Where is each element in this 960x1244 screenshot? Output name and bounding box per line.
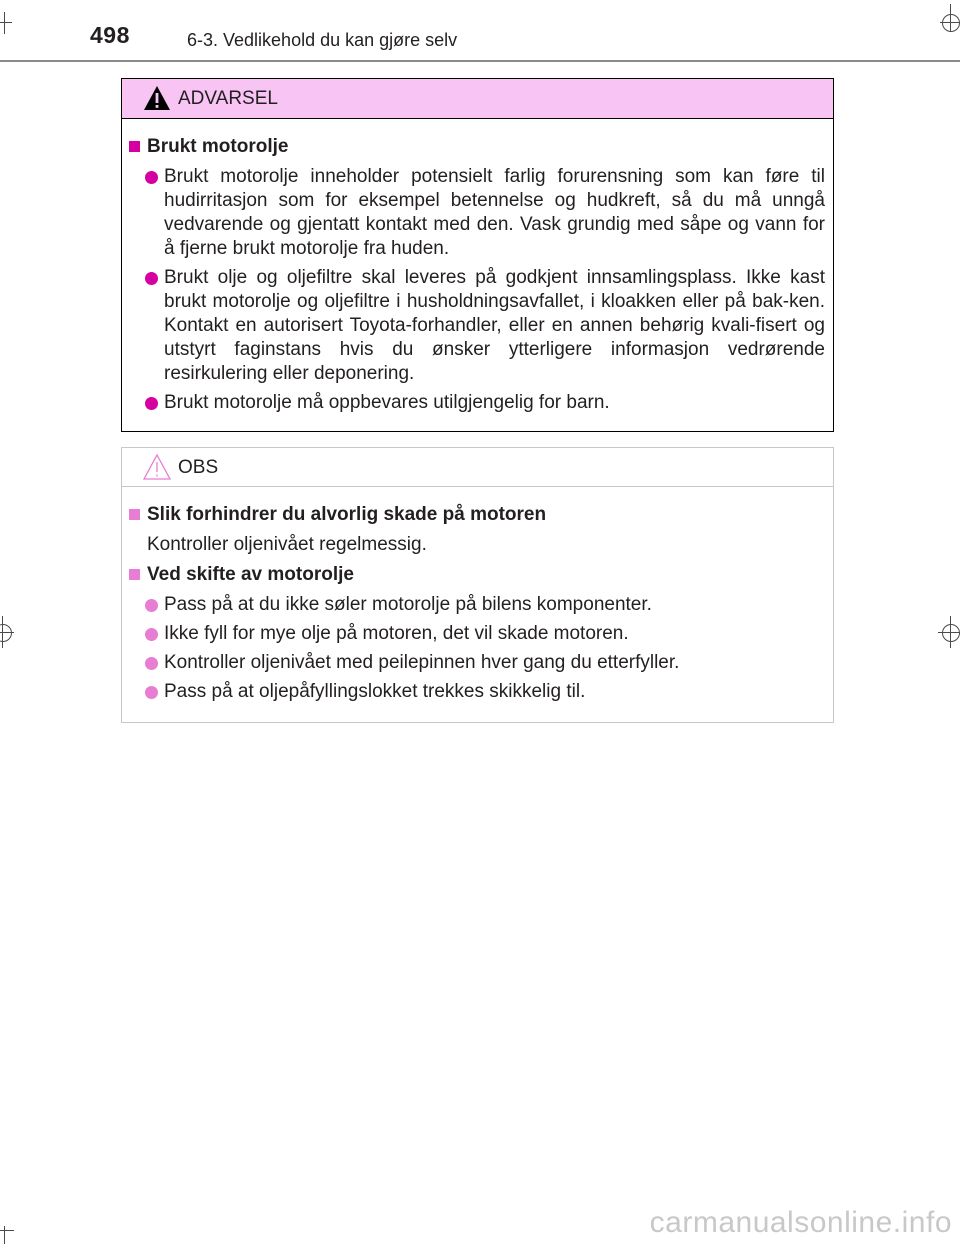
notice-heading: [129, 563, 825, 587]
round-bullet-icon: [145, 628, 158, 641]
warning-body: [122, 119, 833, 415]
round-bullet-icon: [145, 171, 158, 184]
section-title: 6-3. Vedlikehold du kan gjøre selv: [187, 30, 458, 50]
header-rule: [0, 60, 960, 62]
round-bullet-icon: [145, 686, 158, 699]
notice-item: [129, 680, 825, 704]
notice-box: [121, 447, 834, 723]
round-bullet-icon: [145, 397, 158, 410]
round-bullet-icon: [145, 272, 158, 285]
round-bullet-icon: [145, 657, 158, 670]
warning-item-text: Brukt motorolje må oppbevares utilgjengelig for barn.: [164, 392, 610, 413]
notice-item-text: Kontroller oljenivået med peilepinnen hver gang du etterfyller.: [164, 652, 680, 673]
notice-item-text: Ikke fyll for mye olje på motoren, det vil skade motoren.: [164, 623, 629, 644]
notice-label: OBS: [178, 457, 219, 478]
warning-item-text: Brukt motorolje inneholder potensielt farlig forurensning som kan føre til hudirritasjon som for eksempel betennelse og hudkreft, så du må unngå vedvarende og gjentatt kontakt med den. Vask grundig med såpe og vann for å fjerne brukt motorolje fra huden.: [164, 166, 825, 259]
warning-item: [129, 266, 825, 386]
notice-item: [129, 622, 825, 646]
notice-item-text: Pass på at oljepåfyllingslokket trekkes skikkelig til.: [164, 681, 586, 702]
notice-item-text: Pass på at du ikke søler motorolje på bilens komponenter.: [164, 594, 652, 615]
notice-heading: [129, 503, 825, 527]
square-bullet-icon: [129, 141, 140, 152]
notice-heading-text: Slik forhindrer du alvorlig skade på motoren: [147, 504, 547, 525]
page-number: 498: [90, 22, 130, 48]
warning-box: [121, 78, 834, 432]
warning-label: ADVARSEL: [178, 88, 278, 109]
square-bullet-icon: [129, 509, 140, 520]
warning-box-header: [122, 79, 833, 119]
notice-item: [129, 593, 825, 617]
warning-triangle-filled-icon: [142, 84, 172, 112]
warning-triangle-outline-icon: [142, 453, 172, 481]
round-bullet-icon: [145, 599, 158, 612]
watermark: carmanualsonline.info: [649, 1206, 952, 1239]
warning-heading: [129, 135, 825, 159]
warning-item: [129, 391, 825, 415]
warning-item-text: Brukt olje og oljefiltre skal leveres på godkjent innsamlingsplass. Ikke kast brukt motorolje og oljefiltre i husholdningsavfallet, i kloakken eller på bak-ken. Kontakt en autorisert Toyota-forhandler, eller en annen behørig kvali-fisert og utstyrt faginstans hvis du ønsker ytterligere informasjon vedrørende resirkulering eller deponering.: [164, 267, 825, 384]
notice-text: Kontroller oljenivået regelmessig.: [147, 534, 427, 555]
notice-item: [129, 651, 825, 675]
square-bullet-icon: [129, 569, 140, 580]
notice-box-header: [122, 448, 833, 487]
notice-heading-text: Ved skifte av motorolje: [147, 564, 354, 585]
warning-heading-text: Brukt motorolje: [147, 136, 289, 157]
notice-body: [122, 487, 833, 704]
warning-item: [129, 165, 825, 261]
